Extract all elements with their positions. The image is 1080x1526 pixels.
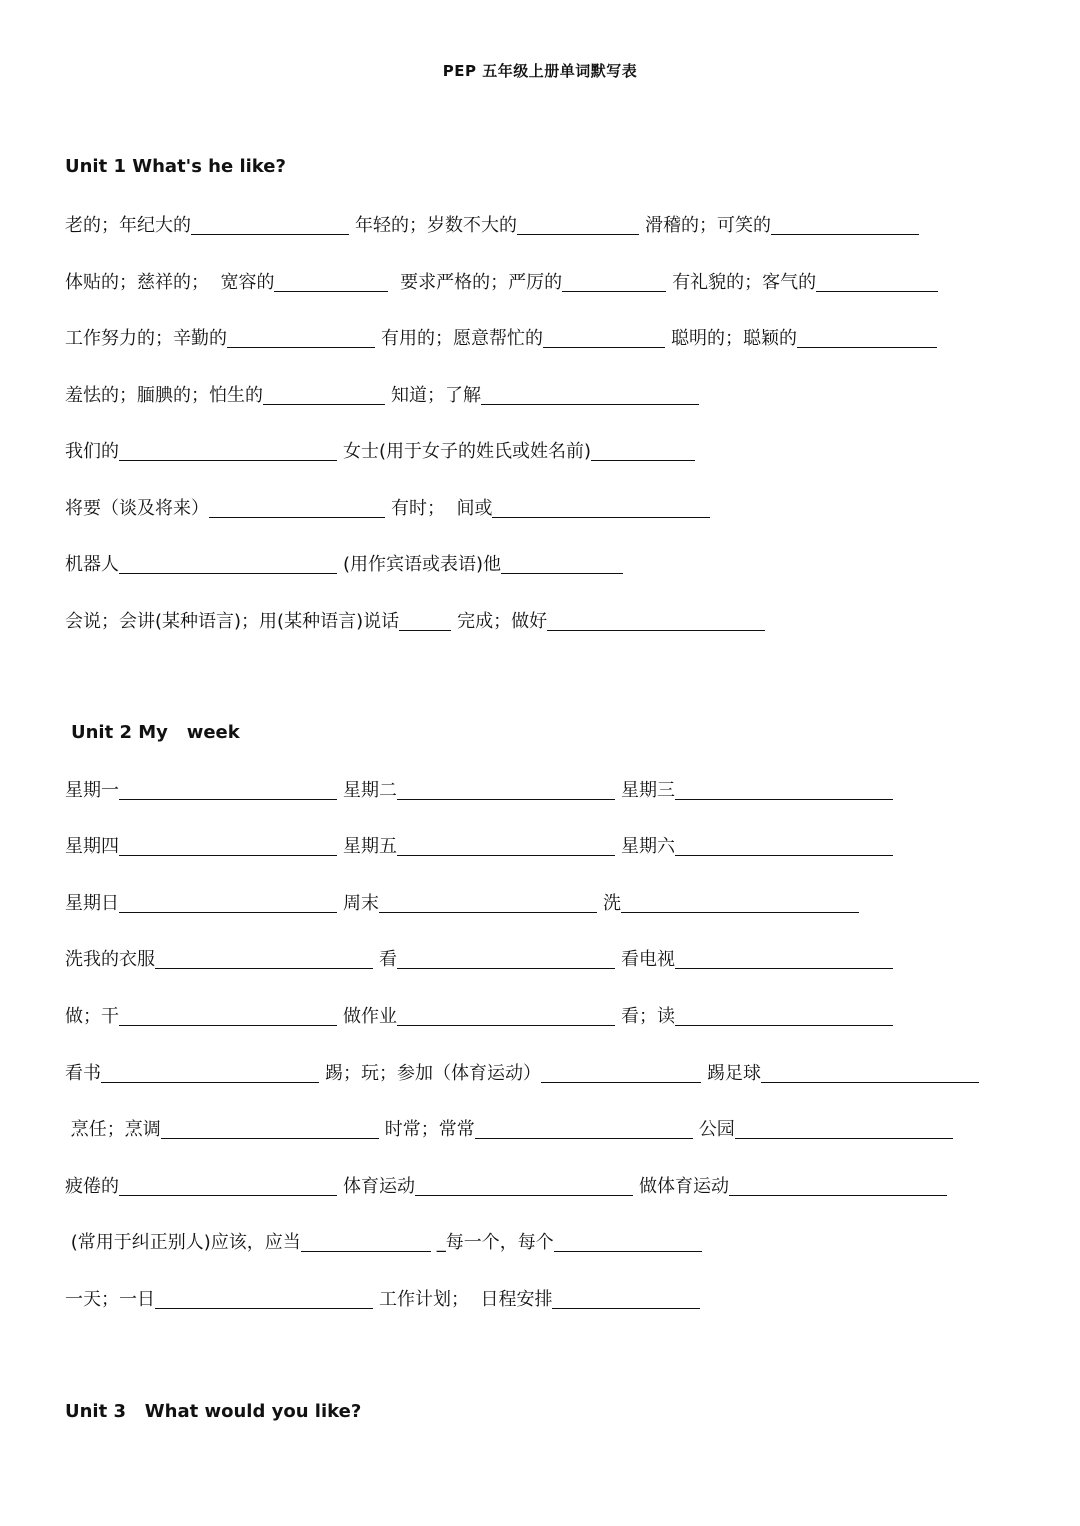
worksheet-row xyxy=(65,214,925,238)
answer-blank[interactable] xyxy=(675,1007,893,1026)
unit-heading: Unit 2 My week xyxy=(71,722,240,743)
word-prompt: 将要（谈及将来） xyxy=(65,498,209,519)
answer-blank[interactable] xyxy=(397,781,615,800)
answer-blank[interactable] xyxy=(481,386,699,405)
worksheet-row xyxy=(65,610,771,634)
answer-blank[interactable] xyxy=(263,386,385,405)
word-prompt: 看；读 xyxy=(621,1006,675,1027)
answer-blank[interactable] xyxy=(301,1233,431,1252)
word-prompt: 做作业 xyxy=(343,1006,397,1027)
word-prompt: 洗我的衣服 xyxy=(65,949,155,970)
worksheet-row xyxy=(65,553,629,577)
answer-blank[interactable] xyxy=(541,1064,701,1083)
answer-blank[interactable] xyxy=(191,216,349,235)
word-prompt: 星期四 xyxy=(65,836,119,857)
word-prompt: 会说；会讲(某种语言)；用(某种语言)说话 xyxy=(65,611,400,632)
word-prompt: 看 xyxy=(379,949,397,970)
worksheet-row xyxy=(65,1118,959,1142)
word-prompt: 星期一 xyxy=(65,780,119,801)
answer-blank[interactable] xyxy=(547,612,765,631)
answer-blank[interactable] xyxy=(675,950,893,969)
word-prompt: 星期六 xyxy=(621,836,675,857)
word-prompt: 踢足球 xyxy=(707,1063,761,1084)
answer-blank[interactable] xyxy=(675,837,893,856)
answer-blank[interactable] xyxy=(761,1064,979,1083)
word-prompt: 星期日 xyxy=(65,893,119,914)
worksheet-row xyxy=(65,948,899,972)
word-prompt: 烹任；烹调 xyxy=(65,1119,161,1140)
answer-blank[interactable] xyxy=(274,273,388,292)
word-prompt: (常用于纠正别人)应该，应当 xyxy=(65,1232,301,1253)
word-prompt: 星期二 xyxy=(343,780,397,801)
answer-blank[interactable] xyxy=(379,894,597,913)
answer-blank[interactable] xyxy=(227,329,375,348)
word-prompt: 做；干 xyxy=(65,1006,119,1027)
word-prompt: 知道；了解 xyxy=(391,385,481,406)
word-prompt: 年轻的；岁数不大的 xyxy=(355,215,517,236)
unit-heading: Unit 1 What's he like? xyxy=(65,156,286,177)
worksheet-row xyxy=(65,271,944,295)
answer-blank[interactable] xyxy=(492,499,710,518)
word-prompt: 体育运动 xyxy=(343,1176,415,1197)
worksheet-row xyxy=(65,440,701,464)
word-prompt: (用作宾语或表语)他 xyxy=(343,554,502,575)
word-prompt: 要求严格的；严厉的 xyxy=(394,272,563,293)
worksheet-row xyxy=(65,384,705,408)
worksheet-row xyxy=(65,1062,985,1086)
word-prompt: 星期三 xyxy=(621,780,675,801)
word-prompt: 工作计划； 日程安排 xyxy=(379,1289,553,1310)
answer-blank[interactable] xyxy=(675,781,893,800)
answer-blank[interactable] xyxy=(119,894,337,913)
word-prompt: 疲倦的 xyxy=(65,1176,119,1197)
answer-blank[interactable] xyxy=(209,499,385,518)
word-prompt: 老的；年纪大的 xyxy=(65,215,191,236)
word-prompt: 踢；玩；参加（体育运动） xyxy=(325,1063,541,1084)
worksheet-row xyxy=(65,327,943,351)
answer-blank[interactable] xyxy=(397,837,615,856)
answer-blank[interactable] xyxy=(552,1290,700,1309)
answer-blank[interactable] xyxy=(397,1007,615,1026)
answer-blank[interactable] xyxy=(397,950,615,969)
answer-blank[interactable] xyxy=(101,1064,319,1083)
worksheet-row xyxy=(65,835,899,859)
answer-blank[interactable] xyxy=(119,781,337,800)
word-prompt: 周末 xyxy=(343,893,379,914)
answer-blank[interactable] xyxy=(399,612,451,631)
word-prompt: 有用的；愿意帮忙的 xyxy=(381,328,543,349)
word-prompt: 公园 xyxy=(698,1119,735,1140)
answer-blank[interactable] xyxy=(554,1233,702,1252)
answer-blank[interactable] xyxy=(119,1007,337,1026)
answer-blank[interactable] xyxy=(543,329,665,348)
answer-blank[interactable] xyxy=(475,1120,693,1139)
answer-blank[interactable] xyxy=(119,837,337,856)
answer-blank[interactable] xyxy=(591,442,695,461)
answer-blank[interactable] xyxy=(161,1120,379,1139)
word-prompt: 时常；常常 xyxy=(384,1119,475,1140)
word-prompt: _每一个，每个 xyxy=(436,1232,554,1253)
answer-blank[interactable] xyxy=(517,216,639,235)
answer-blank[interactable] xyxy=(562,273,666,292)
word-prompt: 体贴的；慈祥的； 宽容的 xyxy=(65,272,275,293)
word-prompt: 聪明的；聪颖的 xyxy=(671,328,797,349)
answer-blank[interactable] xyxy=(816,273,938,292)
word-prompt: 我们的 xyxy=(65,441,119,462)
word-prompt: 滑稽的；可笑的 xyxy=(645,215,771,236)
worksheet-row xyxy=(65,1231,708,1255)
word-prompt: 完成；做好 xyxy=(457,611,548,632)
answer-blank[interactable] xyxy=(501,555,623,574)
word-prompt: 看书 xyxy=(65,1063,101,1084)
answer-blank[interactable] xyxy=(119,555,337,574)
word-prompt: 女士(用于女子的姓氏或姓名前) xyxy=(343,441,592,462)
worksheet-row xyxy=(65,779,899,803)
answer-blank[interactable] xyxy=(415,1177,633,1196)
word-prompt: 机器人 xyxy=(65,554,119,575)
word-prompt: 工作努力的；辛勤的 xyxy=(65,328,227,349)
answer-blank[interactable] xyxy=(797,329,937,348)
word-prompt: 有礼貌的；客气的 xyxy=(672,272,817,293)
page-title: PEP 五年级上册单词默写表 xyxy=(442,62,638,80)
worksheet-row xyxy=(65,1005,899,1029)
worksheet-row xyxy=(65,1288,706,1312)
answer-blank[interactable] xyxy=(735,1120,953,1139)
answer-blank[interactable] xyxy=(729,1177,947,1196)
worksheet-row xyxy=(65,1175,953,1199)
answer-blank[interactable] xyxy=(155,950,373,969)
answer-blank[interactable] xyxy=(771,216,919,235)
answer-blank[interactable] xyxy=(119,1177,337,1196)
answer-blank[interactable] xyxy=(155,1290,373,1309)
word-prompt: 一天；一日 xyxy=(65,1289,155,1310)
word-prompt: 做体育运动 xyxy=(639,1176,729,1197)
answer-blank[interactable] xyxy=(119,442,337,461)
word-prompt: 洗 xyxy=(603,893,621,914)
worksheet-row xyxy=(65,497,716,521)
word-prompt: 看电视 xyxy=(621,949,675,970)
word-prompt: 星期五 xyxy=(343,836,397,857)
worksheet-row xyxy=(65,892,865,916)
answer-blank[interactable] xyxy=(621,894,859,913)
unit-heading: Unit 3 What would you like? xyxy=(65,1401,362,1422)
word-prompt: 羞怯的；腼腆的；怕生的 xyxy=(65,385,263,406)
word-prompt: 有时； 间或 xyxy=(391,498,493,519)
